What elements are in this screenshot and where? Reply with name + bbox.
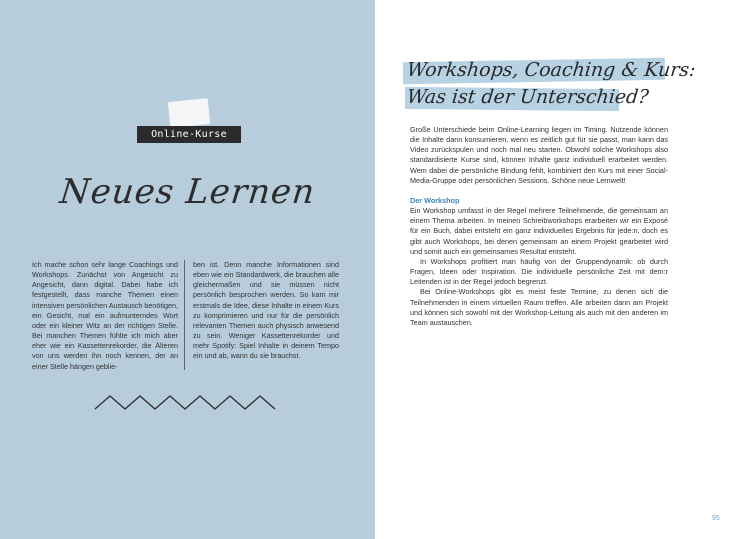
subheading: Der Workshop	[410, 195, 460, 205]
section-tag: Online-Kurse	[137, 126, 241, 143]
page-number: 95	[712, 515, 720, 522]
paragraph-2: In Workshops profitiert man häufig von der Gruppendynamik: ob durch Fragen, Ideen oder Inspiration. Die individuelle persönliche Zeit mit dem:r Leitenden ist in der Regel jedoch begrenzt.	[410, 256, 668, 287]
paragraph-3: Bei Online-Workshops gibt es meist feste Termine, zu denen sich die Teilnehmenden in einem virtuellen Raum treffen. Alle arbeiten dann am Projekt und können sich sowohl mit der Workshop-Leitung als auch mit den anderen im Team austauschen.	[410, 287, 668, 327]
heading-line-1: Workshops, Coaching & Kurs:	[405, 59, 697, 81]
intro-paragraph: Große Unterschiede beim Online-Learning liegen im Timing. Nutzende können die Inhalte dann konsumieren, wenn es zeitlich gut für sie passt, man kann das Video zurückspulen und noch mal neu starten. Obwohl solche Workshops also standardisierte Kurse sind, können Inhalte ganz individuell erarbeitet werden. Wem dabei die persönliche Bindung fehlt, kombiniert den Kurs mit einer Social-Media-Gruppe oder persönlichen Sessions. Schöne neue Lernwelt!	[410, 125, 668, 185]
paragraph-1: Ein Workshop umfasst in der Regel mehrere Teilnehmende, die gemeinsam an einem Thema arbeiten. In meinen Schreibworkshops erarbeiten wir ein Exposé für ein Buch, dabei entsteht ein ganz individuelles Ergebnis für jede:n, doch es gibt auch Workshops, bei denen gemeinsam an einem Projekt gearbeitet wird und somit auch ein gemeinsames Resultat entsteht.	[410, 206, 668, 256]
left-column-2: ben ist. Denn manche Informationen sind eben wie ein Standardwerk, die brauchen alle gleichermaßen und sie müssen nicht persönlich besprochen werden. So kam mir erstmals die Idee, diese Inhalte in einem Kurs zu komprimieren und nur für die persönlich relevanten Themen auch physisch anwesend zu sein. Weniger Kassettenrekorder und mehr Spotify: Spiel Inhalte in deinem Tempo ein und ab, wann du sie brauchst.	[193, 260, 339, 361]
left-column-1: Ich mache schon sehr lange Coachings und Workshops. Zunächst von Angesicht zu Angesicht, dann digital. Dabei habe ich festgestellt, dass manche Themen einen intensiven persönlichen Austausch benötigen, ein Gesicht, mal ein aufmunterndes Wort oder ein kleiner Witz an der richtigen Stelle. Bei manchen Themen fühlte ich mich aber eher wie ein Kassettenrekorder, die Älteren von uns werden ihn noch kennen, der an einer Stelle hängen geblie-	[32, 260, 178, 371]
column-divider	[184, 260, 185, 370]
zigzag-ornament	[94, 394, 276, 412]
right-body	[410, 125, 668, 328]
page-title: Neues Lernen	[57, 172, 318, 212]
heading-line-2: Was ist der Unterschied?	[405, 86, 650, 108]
tape-decoration	[168, 98, 210, 128]
